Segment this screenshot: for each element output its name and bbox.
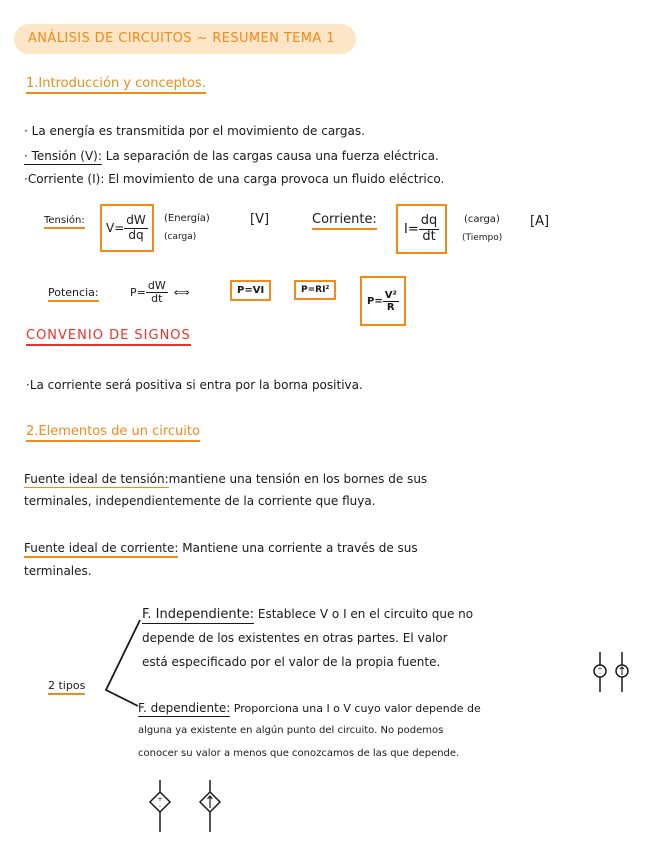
tipos-bracket xyxy=(102,616,144,710)
section2-heading: 2.Elementos de un circuito xyxy=(26,424,200,442)
tension-unit: [V] xyxy=(250,212,270,227)
convenio-heading: CONVENIO DE SIGNOS xyxy=(26,328,191,346)
potencia-denominator: dt xyxy=(151,292,163,306)
dep-line2: alguna ya existente en algún punto del circuito. No podemos xyxy=(138,725,444,736)
tension-lhs: V= xyxy=(106,221,125,235)
fuente-tension-text1: mantiene una tensión en los bornes de sus xyxy=(168,472,428,486)
fuente-corriente-label: Fuente ideal de corriente: xyxy=(24,541,178,558)
box-p-v2r-denominator: R xyxy=(386,301,395,313)
potencia-fraction xyxy=(146,280,168,305)
box-p-vi: P=VI xyxy=(230,280,271,301)
corriente-denominator: dt xyxy=(422,228,436,244)
indep-line3: está especificado por el valor de la propia fuente. xyxy=(142,655,441,669)
fuente-tension-label: Fuente ideal de tensión: xyxy=(24,472,169,486)
dependent-voltage-source-icon xyxy=(150,780,170,832)
dep-text1: Proporciona una I o V cuyo valor depende de xyxy=(230,702,481,715)
svg-text:+: + xyxy=(597,666,603,672)
current-source-icon xyxy=(616,652,628,692)
fuente-tension-line1 xyxy=(24,472,427,486)
bullet-tension-text: La separación de las cargas causa una fuerza eléctrica. xyxy=(101,149,439,163)
corriente-label: Corriente: xyxy=(312,212,377,230)
corriente-lhs: I= xyxy=(404,221,419,237)
corriente-label-wrap xyxy=(312,212,377,227)
convenio-heading-wrap xyxy=(26,328,191,343)
tipos-label-wrap xyxy=(48,679,85,692)
bullet-corriente-text: El movimiento de una carga provoca un fluido eléctrico. xyxy=(104,172,445,186)
indep-line2: depende de los existentes en otras partes. El valor xyxy=(142,631,448,645)
box-p-v2r-numerator: V² xyxy=(384,289,397,301)
indep-text1: Establece V o I en el circuito que no xyxy=(254,607,474,621)
potencia-lhs: P= xyxy=(130,286,146,300)
box-p-v2r xyxy=(360,276,406,326)
bullet-tension-label: · Tensión (V): xyxy=(24,149,102,163)
tension-denominator: dq xyxy=(128,227,144,242)
fuente-corriente-text2: terminales. xyxy=(24,564,92,578)
potencia-label-wrap xyxy=(48,286,99,299)
independent-source-icons xyxy=(590,652,634,692)
box-p-ri2: P=RI² xyxy=(294,280,336,300)
corriente-numerator: dq xyxy=(420,213,438,229)
svg-text:+: + xyxy=(157,796,163,803)
potencia-label: Potencia: xyxy=(48,286,99,302)
dependent-source-icons xyxy=(146,780,236,834)
tension-label: Tensión: xyxy=(44,215,85,229)
corriente-den-note: (Tiempo) xyxy=(462,233,503,243)
fuente-corriente-text1: Mantiene una corriente a través de sus xyxy=(178,541,418,555)
bullet-tension xyxy=(24,149,439,163)
tipos-label: 2 tipos xyxy=(48,679,85,695)
dep-line3: conocer su valor a menos que conozcamos de las que depende. xyxy=(138,748,460,759)
dep-line1 xyxy=(138,701,481,715)
bullet-corriente-label: ·Corriente (I): xyxy=(24,172,105,186)
page-title: ANÁLISIS DE CIRCUITOS ~ RESUMEN TEMA 1 xyxy=(28,31,335,46)
indep-label: F. Independiente: xyxy=(142,607,255,622)
section2-heading-wrap xyxy=(26,424,200,439)
section1-heading: 1.Introducción y conceptos. xyxy=(26,76,206,94)
tension-den-note: (carga) xyxy=(164,232,197,242)
box-p-v2r-fraction xyxy=(383,290,399,313)
tension-formula xyxy=(44,212,85,226)
fuente-tension-text2: terminales, independientemente de la corriente que fluya. xyxy=(24,494,376,508)
tension-formula-box xyxy=(100,204,154,252)
corriente-num-note: (carga) xyxy=(464,214,500,225)
corriente-unit: [A] xyxy=(530,214,550,229)
svg-text:-: - xyxy=(158,803,162,810)
indep-line1 xyxy=(142,607,473,622)
tension-fraction xyxy=(124,214,147,241)
box-p-v2r-lhs: P= xyxy=(367,295,383,307)
voltage-source-icon xyxy=(594,652,606,692)
corriente-fraction xyxy=(419,214,440,244)
section1-heading-wrap xyxy=(26,76,206,91)
tension-numerator: dW xyxy=(126,213,146,228)
potencia-formula xyxy=(130,280,190,305)
bullet-corriente xyxy=(24,172,444,186)
corriente-formula-box xyxy=(396,204,447,254)
potencia-arrow: ⟺ xyxy=(173,286,190,300)
tension-num-note: (Energía) xyxy=(164,213,210,224)
svg-text:-: - xyxy=(599,671,601,677)
dependent-current-source-icon xyxy=(200,780,220,832)
fuente-corriente-line1 xyxy=(24,541,418,555)
dep-label: F. dependiente: xyxy=(138,701,231,715)
bullet-energy: · La energía es transmitida por el movimiento de cargas. xyxy=(24,124,365,138)
convenio-text: ·La corriente será positiva si entra por la borna positiva. xyxy=(26,378,363,392)
potencia-numerator: dW xyxy=(147,279,166,292)
